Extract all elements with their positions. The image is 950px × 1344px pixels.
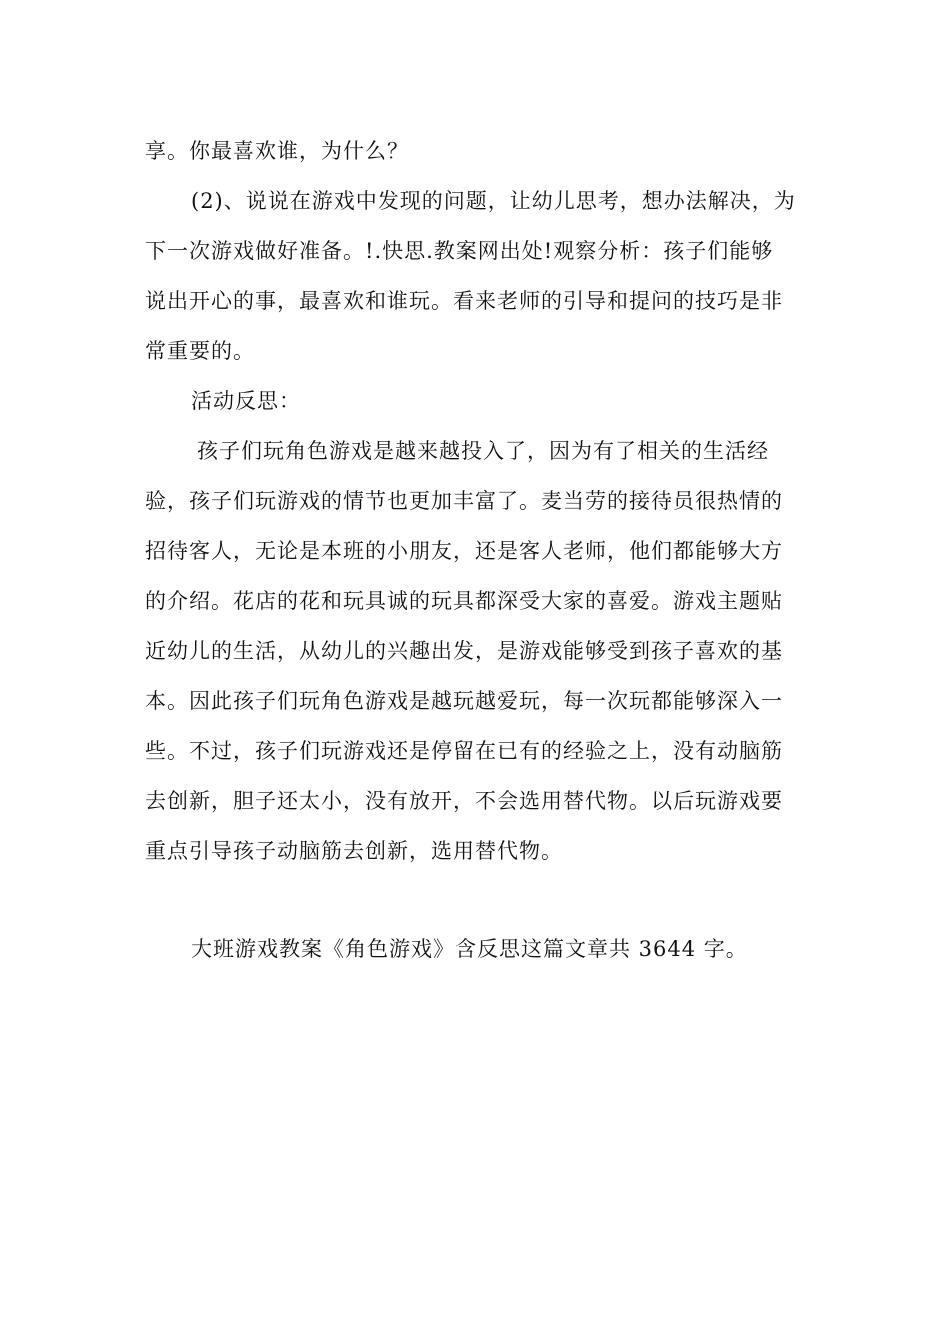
paragraph-line: 说出开心的事，最喜欢和谁玩。看来老师的引导和提问的技巧是非 — [145, 289, 783, 313]
footer-note: 大班游戏教案《角色游戏》含反思这篇文章共 3644 字。 — [191, 937, 748, 961]
paragraph-line: 孩子们玩角色游戏是越来越投入了，因为有了相关的生活经 — [197, 439, 769, 463]
paragraph-line: 验，孩子们玩游戏的情节也更加丰富了。麦当劳的接待员很热情的 — [145, 489, 783, 513]
paragraph-line: 享。你最喜欢谁，为什么？ — [145, 139, 409, 163]
paragraph-line: 招待客人，无论是本班的小朋友，还是客人老师，他们都能够大方 — [145, 539, 783, 563]
paragraph-line: 常重要的。 — [145, 339, 255, 363]
paragraph-line: (2)、说说在游戏中发现的问题，让幼儿思考，想办法解决，为 — [191, 189, 796, 213]
paragraph-line: 下一次游戏做好准备。!.快思.教案网出处!观察分析：孩子们能够 — [145, 239, 774, 263]
paragraph-line: 近幼儿的生活，从幼儿的兴趣出发，是游戏能够受到孩子喜欢的基 — [145, 639, 783, 663]
section-heading: 活动反思： — [191, 389, 301, 413]
paragraph-line: 去创新，胆子还太小，没有放开，不会选用替代物。以后玩游戏要 — [145, 789, 783, 813]
paragraph-line: 本。因此孩子们玩角色游戏是越玩越爱玩，每一次玩都能够深入一 — [145, 689, 783, 713]
paragraph-line: 的介绍。花店的花和玩具诚的玩具都深受大家的喜爱。游戏主题贴 — [145, 589, 783, 613]
paragraph-line: 些。不过，孩子们玩游戏还是停留在已有的经验之上，没有动脑筋 — [145, 739, 783, 763]
paragraph-line: 重点引导孩子动脑筋去创新，选用替代物。 — [145, 839, 563, 863]
